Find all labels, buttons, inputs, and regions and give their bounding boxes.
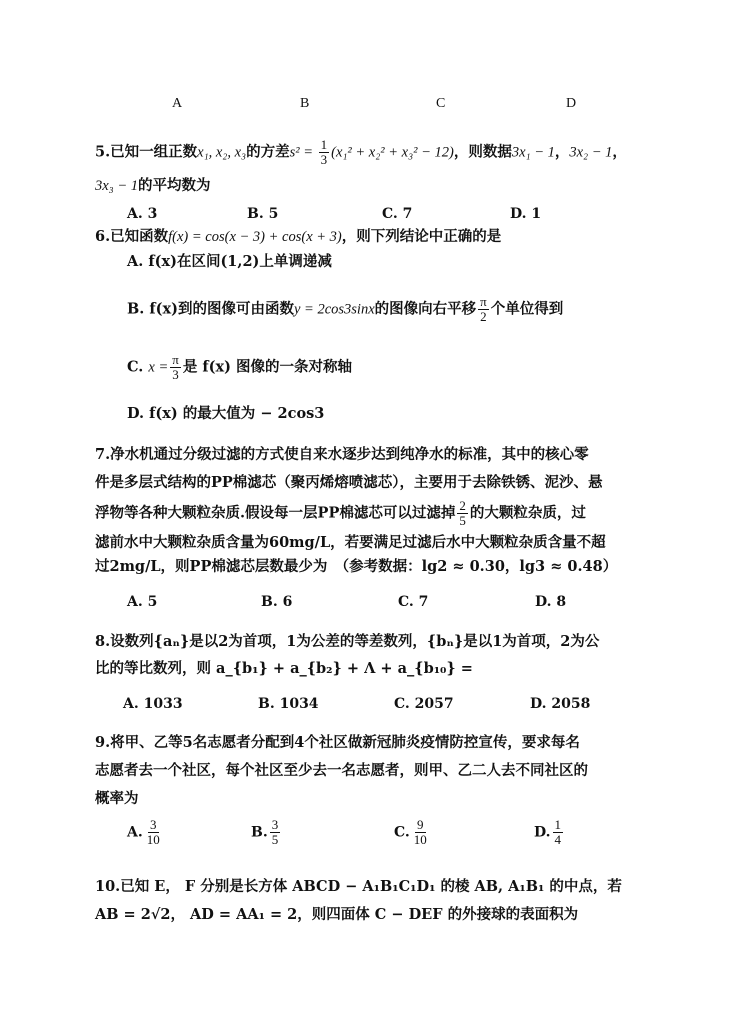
- question-7-line2: 件是多层式结构的PP棉滤芯（聚丙烯熔喷滤芯），主要用于去除铁锈、泥沙、悬: [95, 474, 603, 491]
- q6-option-a: A. f(x)在区间(1,2)上单调递减: [127, 253, 332, 270]
- q9-option-d: D. $\frac{1}{4}$: [534, 817, 562, 847]
- q9-option-a: A. $\frac{3}{10}$: [127, 817, 160, 847]
- q8-option-c: C. 2057: [394, 696, 454, 712]
- q5-option-b: B. 5: [247, 206, 279, 222]
- top-label-c: C: [436, 96, 446, 111]
- question-9-line3: 概率为: [95, 790, 139, 807]
- question-8-line1: 8.设数列{aₙ}是以2为首项，1为公差的等差数列，{bₙ}是以1为首项，2为公: [95, 633, 600, 650]
- question-6-stem: 6.已知函数f(x) = cos(x − 3) + cos(x + 3)，则下列结论中正确的是: [95, 228, 502, 245]
- question-10-line2: AB = 2√2， AD = AA₁ = 2，则四面体 C − DEF 的外接球的表面积为: [95, 906, 579, 923]
- q5-option-c: C. 7: [382, 206, 413, 222]
- q5-option-a: A. 3: [127, 206, 158, 222]
- q8-option-b: B. 1034: [258, 696, 319, 712]
- question-5-line2: 3x₃ − 1的平均数为: [95, 177, 211, 194]
- q5-option-d: D. 1: [510, 206, 542, 222]
- q9-option-b: B. $\frac{3}{5}$: [251, 817, 279, 847]
- top-label-a: A: [172, 96, 183, 111]
- question-7-line5: 过2mg/L，则PP棉滤芯层数最少为 （参考数据：lg2 ≈ 0.30，lg3 ≈ 0.48）: [95, 558, 618, 575]
- question-7-line1: 7.净水机通过分级过滤的方式使自来水逐步达到纯净水的标准，其中的核心零: [95, 446, 589, 463]
- question-10-line1: 10.已知 E， F 分别是长方体 ABCD − A₁B₁C₁D₁ 的棱 AB, A₁B₁ 的中点，若: [95, 878, 622, 895]
- q8-option-d: D. 2058: [530, 696, 591, 712]
- q7-option-a: A. 5: [127, 594, 158, 610]
- question-8-line2: 比的等比数列，则 a_{b₁} + a_{b₂} + Λ + a_{b₁₀} =: [95, 660, 473, 677]
- q7-option-d: D. 8: [535, 594, 567, 610]
- question-9-line1: 9.将甲、乙等5名志愿者分配到4个社区做新冠肺炎疫情防控宣传，要求每名: [95, 734, 580, 751]
- fraction: $\frac{1}{3}$: [320, 137, 328, 167]
- question-9-line2: 志愿者去一个社区，每个社区至少去一名志愿者，则甲、乙二人去不同社区的: [95, 762, 588, 779]
- top-label-b: B: [300, 96, 310, 111]
- q7-option-b: B. 6: [261, 594, 293, 610]
- q6-option-c: C. x = $\frac{\pi}{3}$ 是 f(x) 图像的一条对称轴: [127, 352, 353, 382]
- question-7-line3: 浮物等各种大颗粒杂质.假设每一层PP棉滤芯可以过滤掉 $\frac{2}{5}$ 的大颗粒杂质，过: [95, 498, 586, 528]
- top-label-d: D: [566, 96, 577, 111]
- q6-option-d: D. f(x) 的最大值为 − 2cos3: [127, 405, 325, 422]
- question-5-line1: 5.已知一组正数x₁, x₂, x₃的方差s² = $\frac{1}{3}$ (x₁² + x₂² + x₃² − 12)，则数据3x₁ − 1，3x₂ − 1，: [95, 137, 627, 167]
- question-7-line4: 滤前水中大颗粒杂质含量为60mg/L，若要满足过滤后水中大颗粒杂质含量不超: [95, 534, 606, 551]
- q6-option-b: B. f(x)到的图像可由函数y = 2cos3sinx的图像向右平移 $\frac{\pi}{2}$ 个单位得到: [127, 294, 564, 324]
- q8-option-a: A. 1033: [123, 696, 183, 712]
- q9-option-c: C. $\frac{9}{10}$: [394, 817, 427, 847]
- q7-option-c: C. 7: [398, 594, 429, 610]
